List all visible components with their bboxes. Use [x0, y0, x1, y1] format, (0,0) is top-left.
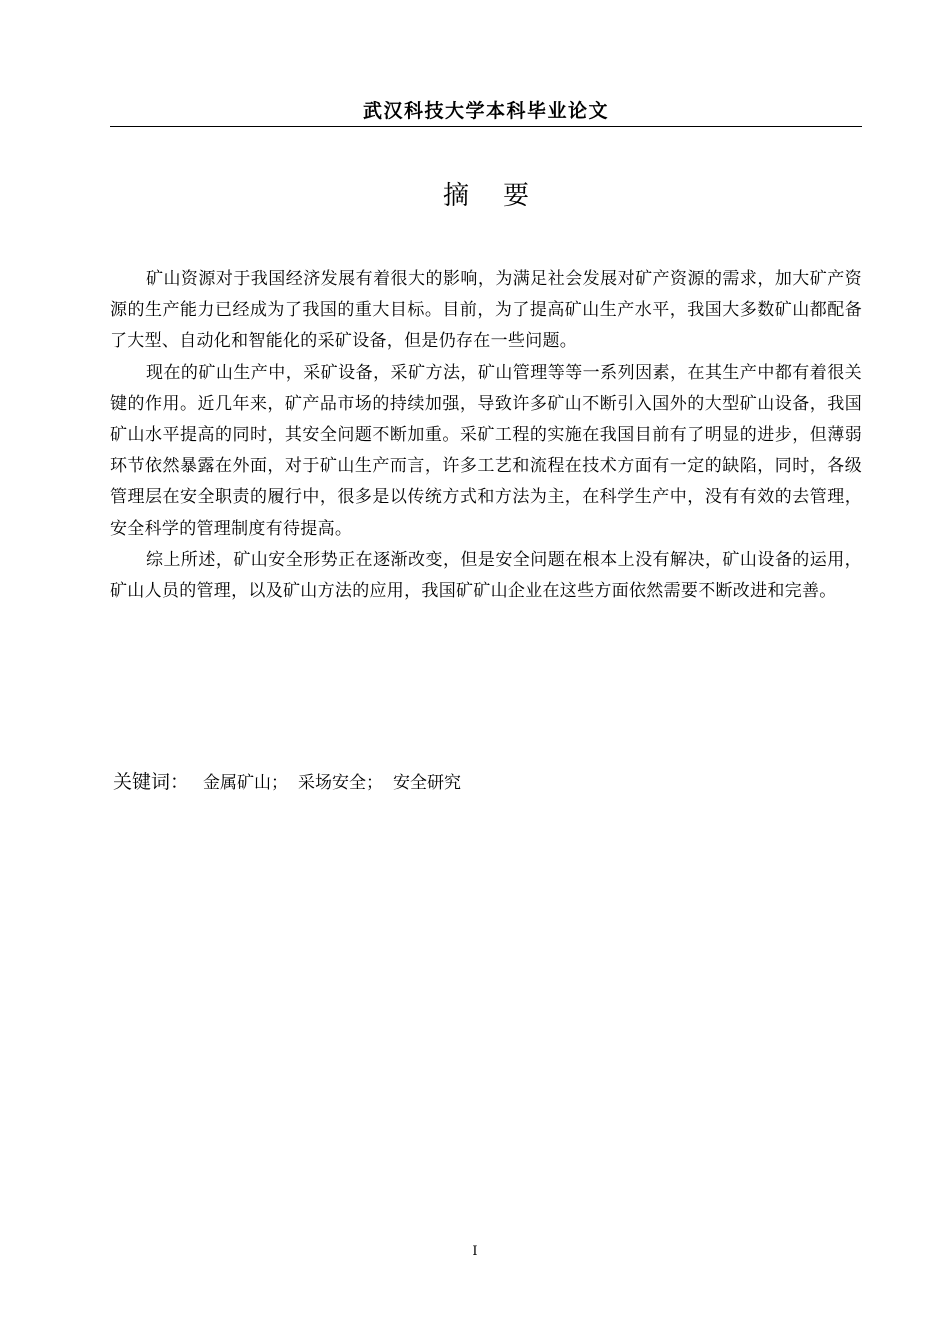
abstract-title: 摘要: [442, 181, 563, 211]
header-title: 武汉科技大学本科毕业论文: [362, 100, 609, 122]
abstract-paragraph: 矿山资源对于我国经济发展有着很大的影响，为满足社会发展对矿产资源的需求，加大矿产资源的生产能力已经成为了我国的重大目标。目前，为了提高矿山生产水平，我国大多数矿山都配备了大型、自动化和智能化的采矿设备，但是仍存在一些问题。: [110, 269, 862, 352]
abstract-paragraph: 现在的矿山生产中，采矿设备，采矿方法，矿山管理等等一系列因素，在其生产中都有着很关键的作用。近几年来，矿产品市场的持续加强，导致许多矿山不断引入国外的大型矿山设备，我国矿山水平提高的同时，其安全问题不断加重。采矿工程的实施在我国目前有了明显的进步，但薄弱环节依然暴露在外面，对于矿山生产而言，许多工艺和流程在技术方面有一定的缺陷，同时，各级管理层在安全职责的履行中，很多是以传统方式和方法为主，在科学生产中，没有有效的去管理，安全科学的管理制度有待提高。: [110, 362, 862, 539]
page-number: I: [472, 1244, 478, 1259]
keyword-item: 采场安全；: [298, 773, 384, 793]
abstract-body: [110, 264, 862, 607]
keyword-item: 安全研究: [393, 773, 462, 793]
page-header: [110, 88, 862, 127]
abstract-paragraph: 综上所述，矿山安全形势正在逐渐改变，但是安全问题在根本上没有解决，矿山设备的运用，矿山人员的管理，以及矿山方法的应用，我国矿矿山企业在这些方面依然需要不断改进和完善。: [110, 549, 862, 602]
keywords-label: 关键词：: [113, 771, 190, 793]
keyword-item: 金属矿山；: [203, 773, 289, 793]
keywords-line: [113, 766, 861, 799]
